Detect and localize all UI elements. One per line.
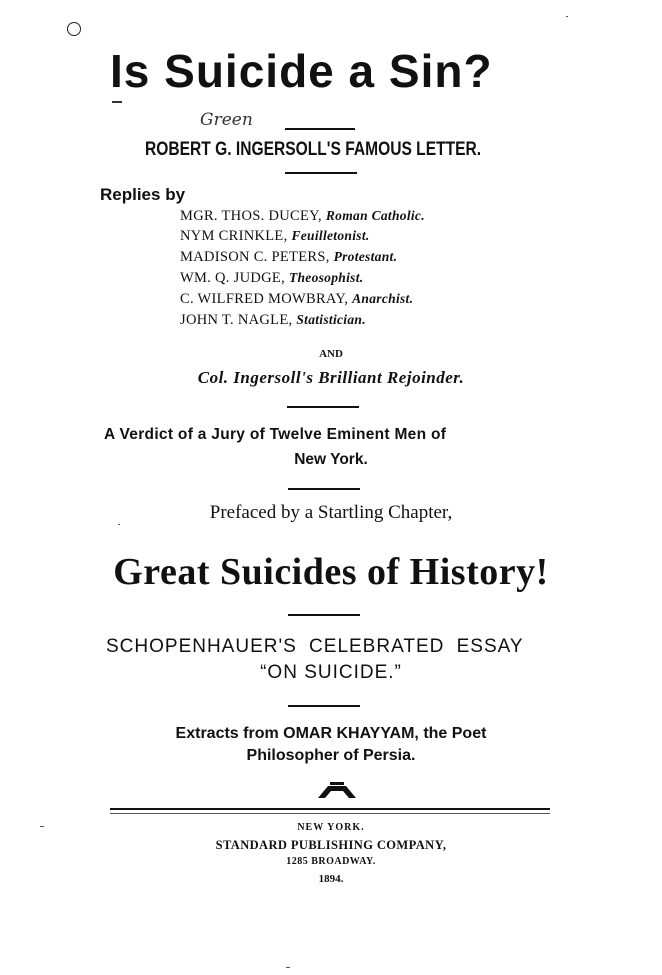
rule-imprint-bottom [110, 813, 550, 814]
extracts-line-2: Philosopher of Persia. [246, 747, 416, 764]
hyphen-mark [112, 101, 122, 103]
reply-judge [180, 270, 363, 287]
reply-name: C. WILFRED MOWBRAY, [180, 291, 349, 307]
reply-role: Anarchist. [352, 291, 414, 306]
rule-2 [285, 172, 357, 174]
subtitle: ROBERT G. INGERSOLL'S FAMOUS LETTER. [145, 139, 482, 160]
reply-role: Feuilletonist. [291, 228, 370, 243]
printer-ornament-icon [316, 781, 358, 801]
rule-5 [288, 614, 360, 616]
reply-peters [180, 249, 397, 266]
paper-speck [40, 826, 44, 827]
reply-name: WM. Q. JUDGE, [180, 270, 285, 286]
imprint-publisher: STANDARD PUBLISHING COMPANY, [215, 838, 447, 852]
rejoinder-line [0, 368, 662, 388]
reply-role: Theosophist. [288, 270, 364, 285]
reply-name: MADISON C. PETERS, [180, 249, 330, 265]
reply-ducey [180, 208, 425, 225]
great-suicides-heading: Great Suicides of History! [113, 551, 549, 593]
rule-imprint-top [110, 808, 550, 810]
reply-role: Roman Catholic. [325, 208, 425, 223]
paper-speck [286, 967, 290, 968]
imprint-city: NEW YORK. [297, 822, 365, 833]
verdict-line-2: New York. [294, 451, 368, 468]
rule-4 [288, 488, 360, 490]
reply-name: JOHN T. NAGLE, [180, 312, 293, 328]
extracts-line-1: Extracts from OMAR KHAYYAM, the Poet [175, 725, 487, 742]
prefaced-line [0, 502, 662, 524]
reply-role: Protestant. [333, 249, 398, 264]
and-line [0, 344, 662, 362]
verdict-line-1: A Verdict of a Jury of Twelve Eminent Men of [104, 426, 447, 443]
rule-3 [287, 406, 359, 408]
rule-1 [285, 128, 355, 130]
imprint-year: 1894. [318, 873, 344, 885]
rejoinder: Col. Ingersoll's Brilliant Rejoinder. [197, 368, 465, 387]
imprint-address: 1285 BROADWAY. [286, 856, 376, 867]
and-word: AND [319, 348, 343, 360]
great-suicides-line [0, 550, 662, 594]
corner-circle-mark [67, 22, 81, 36]
reply-role: Statistician. [296, 312, 366, 327]
reply-crinkle [180, 228, 370, 245]
rule-6 [288, 705, 360, 707]
paper-speck [566, 16, 568, 17]
prefaced-text: Prefaced by a Startling Chapter, [209, 502, 453, 523]
reply-nagle [180, 312, 366, 329]
paper-speck [118, 524, 120, 525]
replies-label: Replies by [100, 185, 186, 204]
essay-line-2: “ON SUICIDE.” [260, 662, 402, 683]
handwritten-note: Green [200, 110, 253, 130]
reply-mowbray [180, 291, 413, 308]
essay-line-1: SCHOPENHAUER'S CELEBRATED ESSAY [106, 636, 524, 657]
reply-name: MGR. THOS. DUCEY, [180, 208, 322, 224]
page-title: Is Suicide a Sin? [110, 45, 493, 97]
reply-name: NYM CRINKLE, [180, 228, 288, 244]
